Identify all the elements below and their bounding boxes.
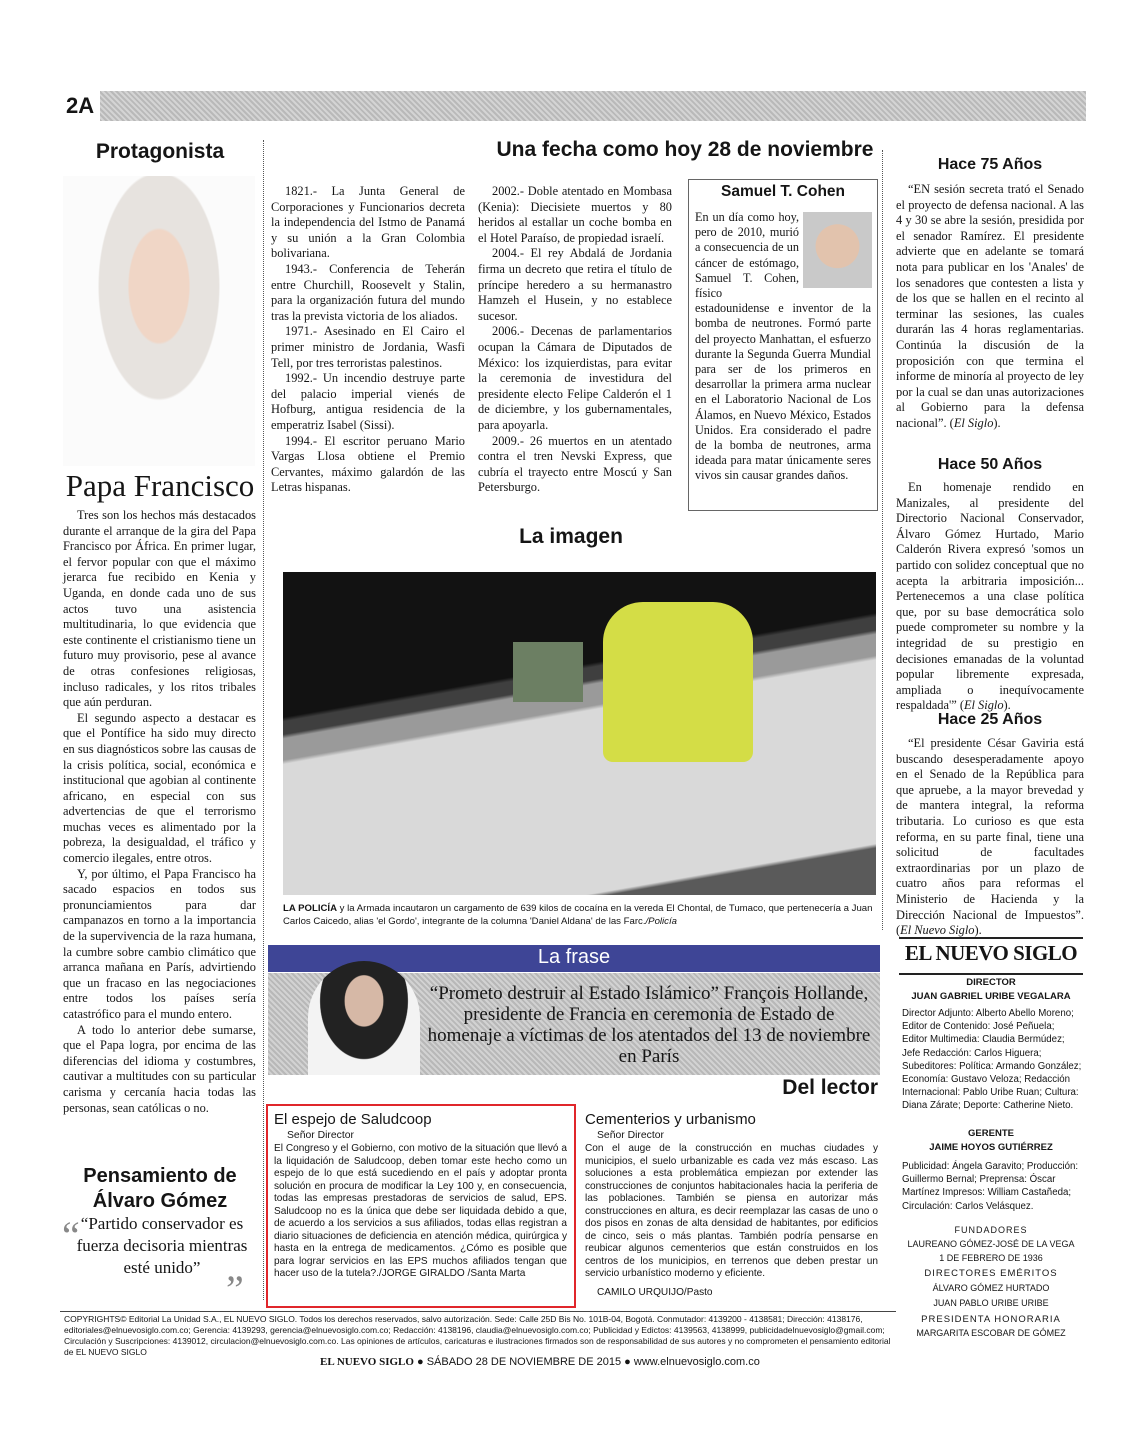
hace50-body: En homenaje rendido en Manizales, al presidente del Directorio Nacional Conservador, Álvaro Gómez Hurtado, Mario Calderón Rivera expresó 'somos un partido con solidez conceptual que no acepta la arbitraria imposición... Pertenecemos a una clase política que, por su base democrática solo puede comprometer su nombre y la integridad de su prestigio en decisiones emanadas de la voluntad popular libremente expresada, ampliada o inequívocamente respaldada'” — [896, 480, 1084, 713]
page-number: 2A — [60, 91, 100, 121]
letter1-salutation: Señor Director — [287, 1130, 354, 1141]
hace50-heading: Hace 50 Años — [937, 456, 1043, 473]
emeritos-label: DIRECTORES EMÉRITOS — [924, 1268, 1058, 1279]
gerente-name: JAIME HOYOS GUTIÉRREZ — [929, 1142, 1053, 1153]
letter2-salutation: Señor Director — [597, 1130, 664, 1141]
footer-logo: EL NUEVO SIGLO — [320, 1356, 414, 1368]
caption-credit: /Policía — [645, 916, 677, 927]
honoraria-label: PRESIDENTA HONORARIA — [921, 1314, 1061, 1325]
letter1-body: El Congreso y el Gobierno, con motivo de la situación que llevó a la liquidación de Saludcoop, deben tomar este hecho como un espejo de lo que está sucediendo en el país y adoptar pronta solución en procura de modificar la Ley 100 y, en consecuencia, todas las empresas prestadoras de servicios de salud, EPS. Saludcoop no es la única que debe ser liquidada debido a que, de acuerdo a los servicios a sus afiliados, todas ellas registran a diario situaciones de deficiencia en atención médica, quirúrgica y hasta en la entrega de medicamentos. ¿Cómo es posible que para lograr servicios en las EPS muchos afiliados tengan que hacer uso de la tutela?./JORGE GIRALDO /Santa Marta — [274, 1143, 567, 1279]
cohen-text — [695, 210, 871, 484]
hace25-source: El Nuevo Siglo — [900, 923, 975, 938]
gerente-label: GERENTE — [968, 1128, 1014, 1139]
officer-figure — [603, 602, 753, 762]
copyright-notice: COPYRIGHTS© Editorial La Unidad S.A., EL NUEVO SIGLO. Todos los derechos reservados, salvo autorización. Sede: Calle 25D Bis No. 101B-04, Bogotá. Conmutador: 4139200 - 4138581; Dirección: 4138176, editoriales@elnuevosiglo.com.co; Gerencia: 4139293, gerencia@elnuevosiglo.com.co; Redacción: 4138196, claudia@elnuevosiglo.com.co; Publicidad y Edictos: 4139563, 4138999, publicidadelnuevosiglo@gmail.com; Circulación y Suscripciones: 4139012, circulacion@elnuevosiglo.com.co. Las opiniones de artículos, caricaturas e ilustraciones firmados son de responsabilidad de sus autores y no comprometen el pensamiento editorial de EL NUEVO SIGLO — [64, 1314, 891, 1357]
hace75-body: “EN sesión secreta trató el Senado el proyecto de defensa nacional. A las 4 y 30 se abre la sesión, presidida por el senador Ramírez. El presidente advierte que en adelante se tomará nota para publicar en los 'Anales' de los senadores que contesten a lista y de los que se hallen en el recinto al terminar las sesiones, las cuales durarán las 4 horas reglamentarias. Continúa la discusión de la proposición con que termina el informe de minoría al proyecto de ley por la cual se dan unas autorizaciones al Gobierno para la defensa nacional”. — [896, 182, 1084, 430]
fecha-entry: 1992.- Un incendio destruye parte del palacio imperial vienés de Hofburg, antigua residencia de la emperatriz Isabel (Sissi). — [271, 371, 465, 432]
column-divider — [263, 140, 264, 1300]
footer-rule — [60, 1311, 896, 1312]
cohen-title: Samuel T. Cohen — [720, 183, 846, 200]
cohen-photo-space — [799, 210, 871, 288]
hollande-photo — [308, 961, 420, 1075]
staff-list-2: Publicidad: Ángela Garavito; Producción: Guillermo Bernal; Preprensa: Óscar Martínez Impresos: William Castañeda; Circulación: Carlos Velásquez. — [902, 1161, 1079, 1212]
pope-article — [63, 508, 256, 1116]
hace25-heading: Hace 25 Años — [937, 711, 1043, 728]
cocaine-seizure-photo — [283, 572, 876, 895]
hace75-heading: Hace 75 Años — [937, 156, 1043, 173]
quote-close-mark: ” — [226, 1267, 244, 1312]
frase-heading: La frase — [537, 946, 611, 968]
letter1-title: El espejo de Saludcoop — [274, 1111, 432, 1128]
footer-date: SÁBADO 28 DE NOVIEMBRE DE 2015 — [426, 1356, 622, 1368]
letter2-signature: CAMILO URQUIJO/Pasto — [597, 1287, 713, 1298]
footer-url[interactable]: www.elnuevosiglo.com.co — [633, 1356, 760, 1368]
fecha-entry: 2009.- 26 muertos en un atentado contra el tren Nevski Express, que cubría el trayecto entre Moscú y San Petersburgo. — [478, 433, 672, 495]
emeritos-name: JUAN PABLO URIBE URIBE — [933, 1298, 1049, 1308]
hace50-source: El Siglo — [963, 698, 1004, 713]
fecha-column-1 — [271, 184, 465, 496]
hace25-body: “El presidente César Gaviria está buscando desesperadamente apoyo en el Senado de la República para que apruebe, a la mayor brevedad y de mantera integral, la reforma tributaria. Lo curioso es que esta reforma, en su parte final, tiene una solicitud de facultades extraordinarias por un plazo de cuatro años para reformas el Ministerio de Hacienda y la Dirección Nacional de Impuestos”. — [896, 736, 1084, 922]
pope-paragraph: El segundo aspecto a destacar es que el Pontífice ha sido muy directo en sus diagnósticos sobre las causas de la crisis política, social, económica e institucional que agobian al continente africano, en especial con sus advertencias de que el terrorismo muchas veces es alimentado por la pobreza, la desigualdad, el tráfico y comercio ilegales, entre otros. — [63, 710, 256, 866]
cohen-body: En un día como hoy, pero de 2010, murió a consecuencia de un cáncer de estómago, Samuel T. Cohen, físico estadounidense e inventor de la bomba de neutrones. Formó parte del proyecto Manhattan, el esfuerzo durante la Segunda Guerra Mundial para ser de los primeros en desarrollar la primera arma nuclear en el Laboratorio Nacional de Los Álamos, en Nuevo México, Estados Unidos. Era considerado el padre de la bomba de neutrones, arma ideada para matar únicamente seres vivos sin causar grandes daños. — [695, 210, 871, 483]
footer-line — [320, 1356, 840, 1372]
pope-photo — [63, 176, 255, 466]
fecha-column-2 — [478, 184, 672, 496]
fundadores-label: FUNDADORES — [954, 1225, 1028, 1235]
fecha-entry: 1971.- Asesinado en El Cairo el primer ministro de Jordania, Wasfi Tell, por tres terroristas palestinos. — [271, 324, 465, 370]
fecha-entry: 1943.- Conferencia de Teherán entre Churchill, Roosevelt y Stalin, para la organización futura del mundo tras la prevista victoria de los aliados. — [271, 261, 465, 323]
hace75-text: “EN sesión secreta trató el Senado el proyecto de defensa nacional. A las 4 y 30 se abre la sesión, presidida por el senador Ramírez. El presidente advierte que en adelante se tomará nota para publicar en los 'Anales' de los senadores que contesten a lista y de los que se hallen en el recinto al terminar las sesiones, las cuales durarán las 4 horas reglamentarias. Continúa la discusión de la proposición con que termina el informe de minoría al proyecto de ley por la cual se dan unas autorizaciones al Gobierno para la defensa nacional”. (El Siglo). — [896, 182, 1084, 430]
hace25-text: “El presidente César Gaviria está buscando desesperadamente apoyo en el Senado de la República para que apruebe, a la mayor brevedad y de mantera integral, la reforma tributaria. Lo curioso es que esta reforma, en su parte final, tiene una solicitud de facultades extraordinarias por un plazo de cuatro años para reformas el Ministerio de Hacienda y la Dirección Nacional de Impuestos”. (El Nuevo Siglo). — [896, 736, 1084, 938]
pope-title: Papa Francisco — [65, 468, 255, 503]
alvaro-gomez-quote: “Partido conservador es fuerza decisoria mientras esté unido” — [76, 1214, 248, 1277]
fecha-entry: 1994.- El escritor peruano Mario Vargas Llosa obtiene el Premio Cervantes, máximo galardón de las Letras hispanas. — [271, 433, 465, 495]
pope-paragraph: Tres son los hechos más destacados durante el arranque de la gira del Papa Francisco por África. En primer lugar, el fervor popular con que el máximo jerarca fue recibido en Kenia y Uganda, en donde cada uno de sus actos tuvo una asistencia multitudinaria, lo que evidencia que este continente el cristianismo tiene un futuro muy provisorio, pese al avance de otras confesiones religiosas, incluso radicales, y los ritos tribales que aún perduran. — [63, 508, 256, 710]
fecha-entry: 1821.- La Junta General de Corporaciones y Funcionarios decreta la independencia del Istmo de Panamá y su unión a la Gran Colombia bolivariana. — [271, 184, 465, 261]
quote-open-mark: “ — [62, 1213, 80, 1258]
fundadores-names: LAUREANO GÓMEZ-JOSÉ DE LA VEGA — [907, 1239, 1075, 1249]
fecha-heading: Una fecha como hoy 28 de noviembre — [496, 138, 874, 161]
hace75-source: El Siglo — [953, 415, 994, 430]
column-divider — [882, 150, 883, 930]
letter2-title: Cementerios y urbanismo — [585, 1111, 756, 1128]
honoraria-name: MARGARITA ESCOBAR DE GÓMEZ — [916, 1328, 1066, 1338]
masthead-logo: EL NUEVO SIGLO — [904, 941, 1078, 965]
caption-lead: LA POLICÍA — [283, 903, 338, 914]
footer-bullet-icon: ● — [624, 1356, 634, 1368]
hace50-text: En homenaje rendido en Manizales, al presidente del Directorio Nacional Conservador, Álvaro Gómez Hurtado, Mario Calderón Rivera expresó 'somos un partido con solidez conceptual que no acepta la arbitraria imposición... Pertenecemos a una clase política que, por su base democrática solo puede comprometer su nombre y la integridad de su prestigio en decisiones emanadas de la voluntad popular libremente expresada, ampliada o inequívocamente respaldada'” (El Siglo). — [896, 480, 1084, 713]
pope-paragraph: Y, por último, el Papa Francisco ha sacado espacios en todos sus pronunciamientos para dar campanazos en torno a la importancia de la supervivencia de la raza humana, la cumbre sobre cambio climático que arranca mañana en París, advirtiendo que un fracaso en las negociaciones entre todos los países sería catastrófico para el mundo entero. — [63, 866, 256, 1021]
emeritos-name: ÁLVARO GÓMEZ HURTADO — [932, 1283, 1050, 1293]
caption-body: y la Armada incautaron un cargamento de 639 kilos de cocaína en la vereda El Chontal, de Tumaco, que pertenecería a Juan Carlos Caicedo, alias 'el Gordo', integrante de la columna 'Daniel Aldana' de las Farc. — [283, 903, 873, 927]
fecha-entry: 2002.- Doble atentado en Mombasa (Kenia): Diecisiete muertos y 80 heridos al estallar un coche bomba en el Hotel Paraíso, de propiedad israelí. — [478, 184, 672, 245]
pensamiento-heading: Pensamiento de Álvaro Gómez — [83, 1165, 237, 1212]
director-name: JUAN GABRIEL URIBE VEGALARA — [911, 991, 1071, 1002]
imagen-heading: La imagen — [519, 525, 623, 548]
footer-bullet-icon: ● — [416, 1356, 427, 1368]
frase-quote: “Prometo destruir al Estado Islámico” François Hollande, presidente de Francia en ceremonia de Estado de homenaje a víctimas de los atentados del 13 de noviembre en París — [427, 983, 871, 1067]
fundacion-date: 1 DE FEBRERO DE 1936 — [939, 1253, 1043, 1263]
imagen-caption — [283, 902, 876, 928]
protagonista-heading: Protagonista — [95, 140, 225, 163]
staff-list: Director Adjunto: Alberto Abello Moreno; Editor de Contenido: José Peñuela; Editor Multimedia: Claudia Bermúdez; Jefe Redacción: Carlos Higuera; Subeditores: Política: Armando González; Economía: Gustavo Veloza; Redacción Internacional: Pablo Uribe Ruan; Cultura: Diana Zárate; Deporte: Catherine Nieto. — [902, 1008, 1082, 1112]
page-header-bar — [60, 91, 1086, 121]
fecha-entry: 2004.- El rey Abdalá de Jordania firma un decreto que retira el título de príncipe heredero a su hermanastro Hamzeh el Husein, y no establece sucesor. — [478, 246, 672, 323]
pope-paragraph: A todo lo anterior debe sumarse, que el Papa logra, por encima de las diferencias del idioma y costumbres, cautivar a multitudes con su particular carisma y cercanía hacia todas las personas, sean católicas o no. — [63, 1022, 256, 1115]
letter2-body: Con el auge de la construcción en muchas ciudades y municipios, el suelo urbanizable es cada vez más escaso. Las soluciones a esta problemática empiezan por extender las construcciones de conjuntos habitacionales hacia la periferia de las poblaciones. También se piensa en autorizar más construcciones en altura, es decir reemplazar las casas de uno o dos pisos en zonas de alta densidad de habitantes, por edificios de cinco, seis o más plantas. También podría pensarse en reubicar algunos cementerios que están construidos en los centros de los municipios, en terrenos que deben prestar un servicio urbanístico moderno y eficiente. — [585, 1143, 878, 1279]
fecha-entry: 2006.- Decenas de parlamentarios ocupan la Cámara de Diputados de México: los izquierdistas, para evitar la ceremonia de investidura del presidente electo Felipe Calderón el 1 de diciembre, y los gubernamentales, para apoyarla. — [478, 324, 672, 432]
lector-heading: Del lector — [782, 1076, 878, 1099]
director-label: DIRECTOR — [966, 977, 1016, 988]
package-stack — [513, 642, 583, 702]
